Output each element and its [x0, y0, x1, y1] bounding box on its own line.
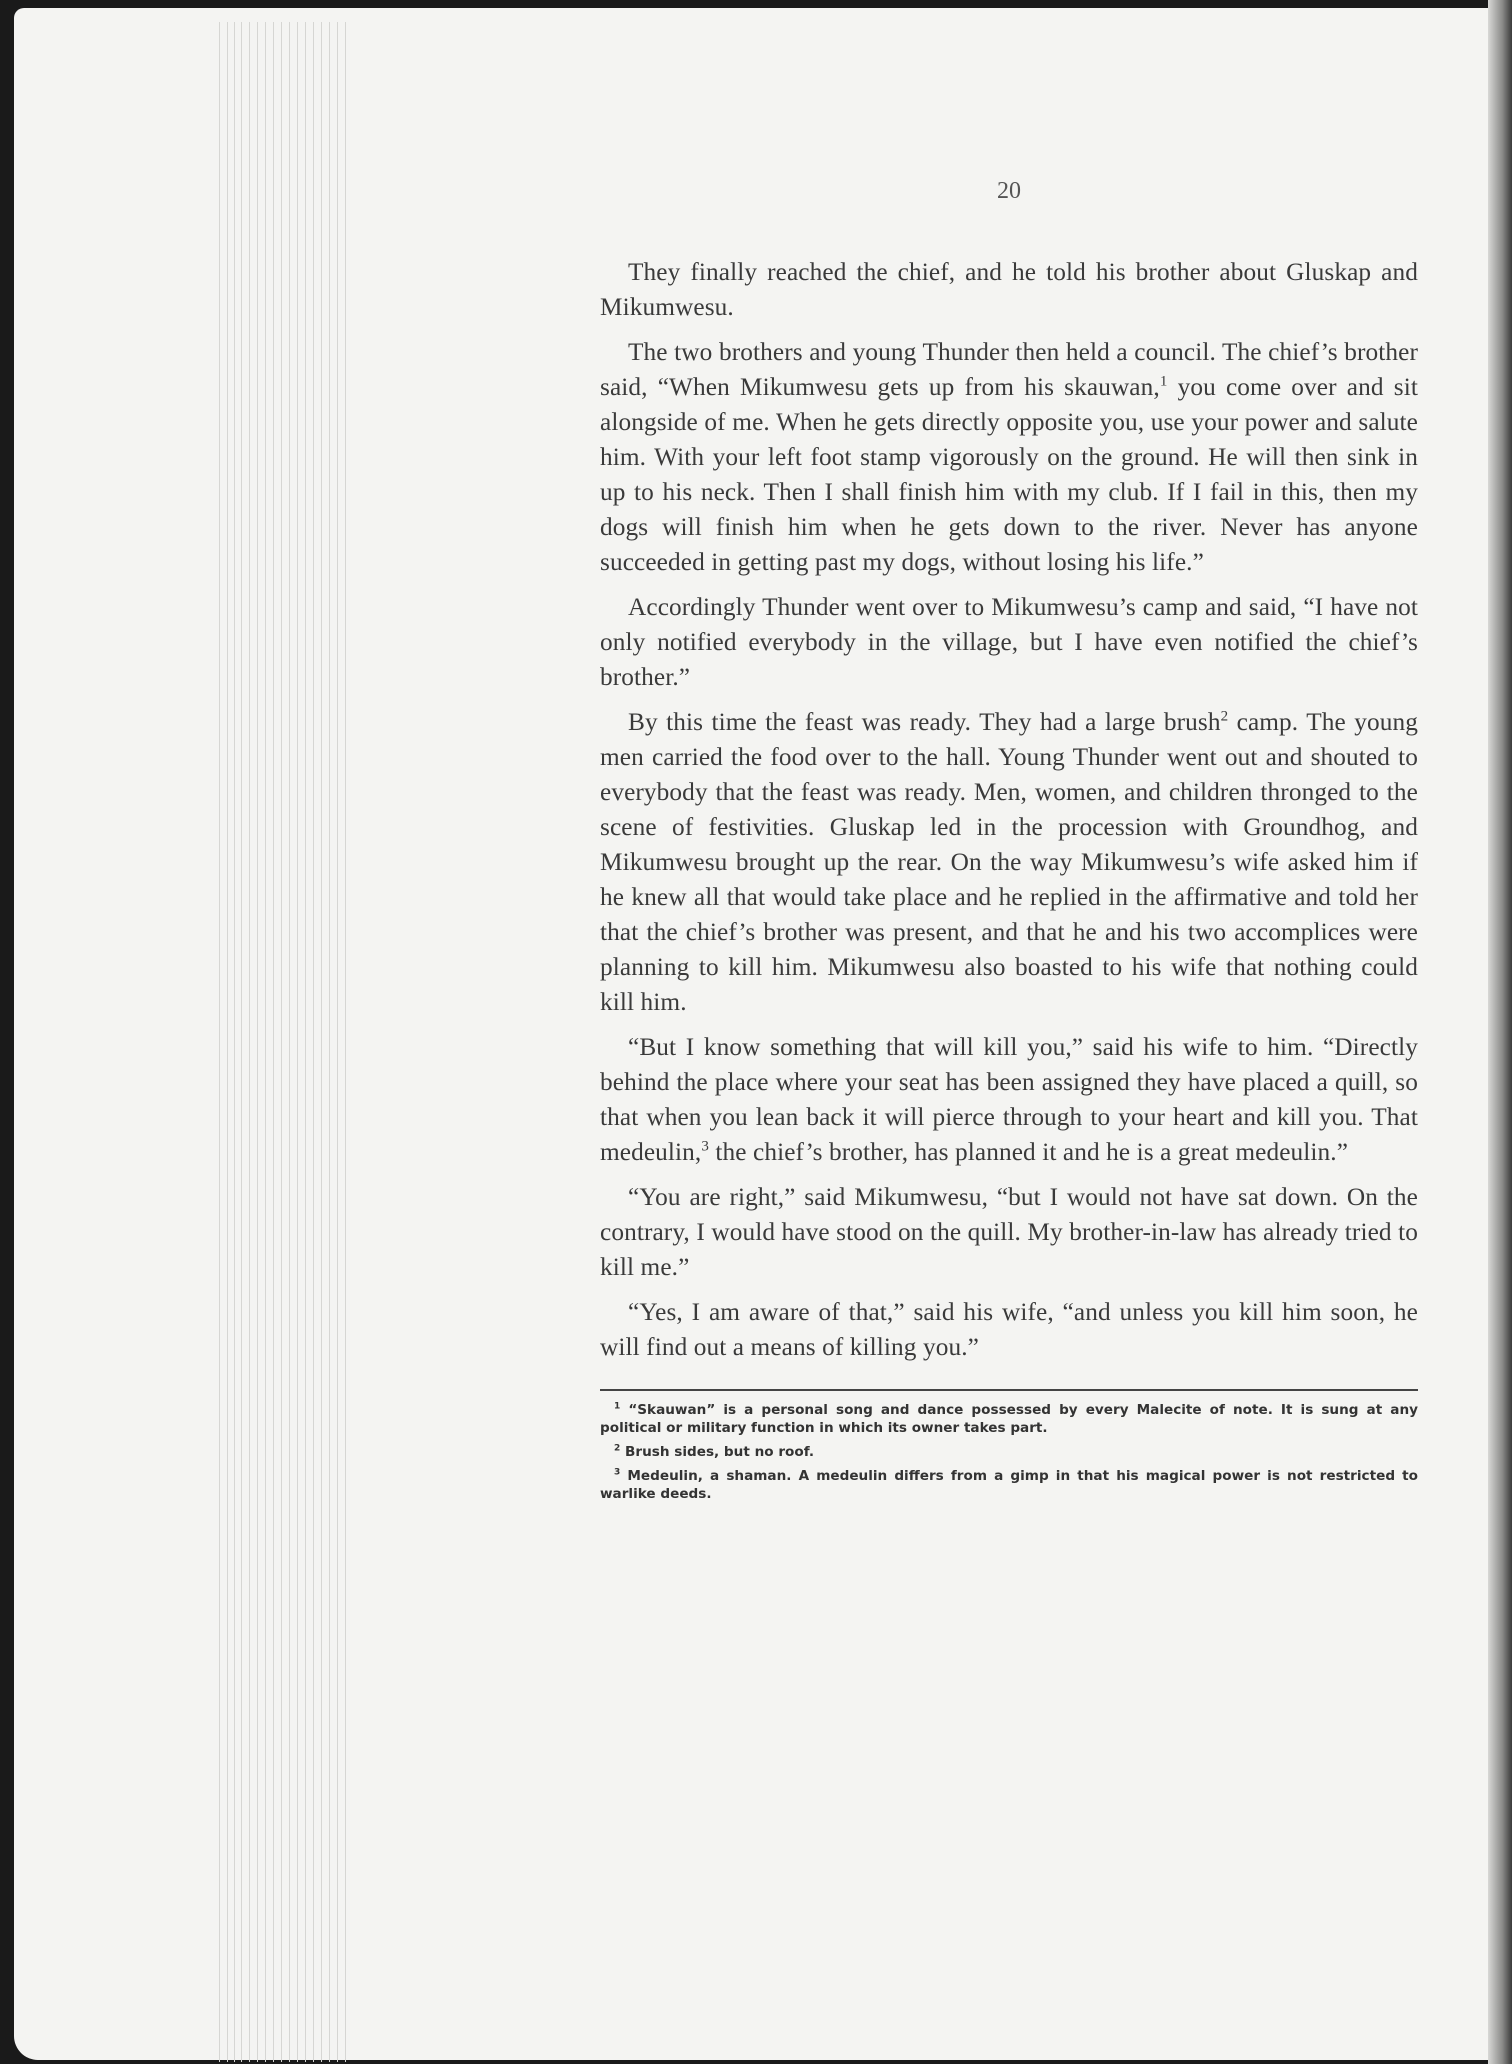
footnote-ref: 2 [1220, 708, 1229, 725]
footnote: $^2$ Brush sides, but no roof. [614, 1443, 815, 1460]
page-body [600, 178, 1418, 1509]
footnote: $^1$ “Skauwan” is a personal song and dance possessed by every Malecite of note. It is sung at any political or military function in which its owner takes part. [600, 1401, 1418, 1436]
page-edges-stack [219, 22, 359, 2062]
footnote-ref: 3 [701, 1138, 709, 1155]
paragraph: “Yes, I am aware of that,” said his wife, “and unless you kill him soon, he will find out a means of killing you.” [600, 1298, 1418, 1361]
paragraph: “You are right,” said Mikumwesu, “but I would not have sat down. On the contrary, I would have stood on the quill. My brother-in-law has already tried to kill me.” [600, 1183, 1418, 1281]
paragraph: By this time the feast was ready. They had a large brush$^2$ camp. The young men carried the food over to the hall. Young Thunder went out and shouted to everybody that the feast was ready. Men, women, and children thronged to the scene of festivities. Gluskap led in the procession with Groundhog, and Mikumwesu brought up the rear. On the way Mikumwesu’s wife asked him if he knew all that would take place and he replied in the affirmative and told her that the chief’s brother was present, and that he and his two accomplices were planning to kill him. Mikumwesu also boasted to his wife that nothing could kill him. [600, 708, 1418, 1016]
paragraph: The two brothers and young Thunder then held a council. The chief’s brother said, “When Mikumwesu gets up from his skauwan,$^1$ you come over and sit alongside of me. When he gets directly opposite you, use your power and salute him. With your left foot stamp vigorously on the ground. He will then sink in up to his neck. Then I shall finish him with my club. If I fail in this, then my dogs will finish him when he gets down to the river. Never has anyone succeeded in getting past my dogs, without losing his life.” [600, 338, 1418, 576]
book-spine-edge [1488, 0, 1512, 2064]
paragraph: Accordingly Thunder went over to Mikumwesu’s camp and said, “I have not only notified everybody in the village, but I have even notified the chief’s brother.” [600, 593, 1418, 691]
page-number: 20 [997, 178, 1021, 204]
footnote: $^3$ Medeulin, a shaman. A medeulin differs from a gimp in that his magical power is not restricted to warlike deeds. [600, 1467, 1418, 1502]
footnote-ref: 1 [1159, 373, 1168, 390]
paragraph: They finally reached the chief, and he told his brother about Gluskap and Mikumwesu. [600, 258, 1418, 321]
paragraph: “But I know something that will kill you,” said his wife to him. “Directly behind the place where your seat has been assigned they have placed a quill, so that when you lean back it will pierce through to your heart and kill you. That medeulin,$^3$ the chief’s brother, has planned it and he is a great medeulin.” [600, 1033, 1418, 1166]
book-page [14, 8, 1494, 2060]
footnote-divider [600, 1389, 1418, 1391]
